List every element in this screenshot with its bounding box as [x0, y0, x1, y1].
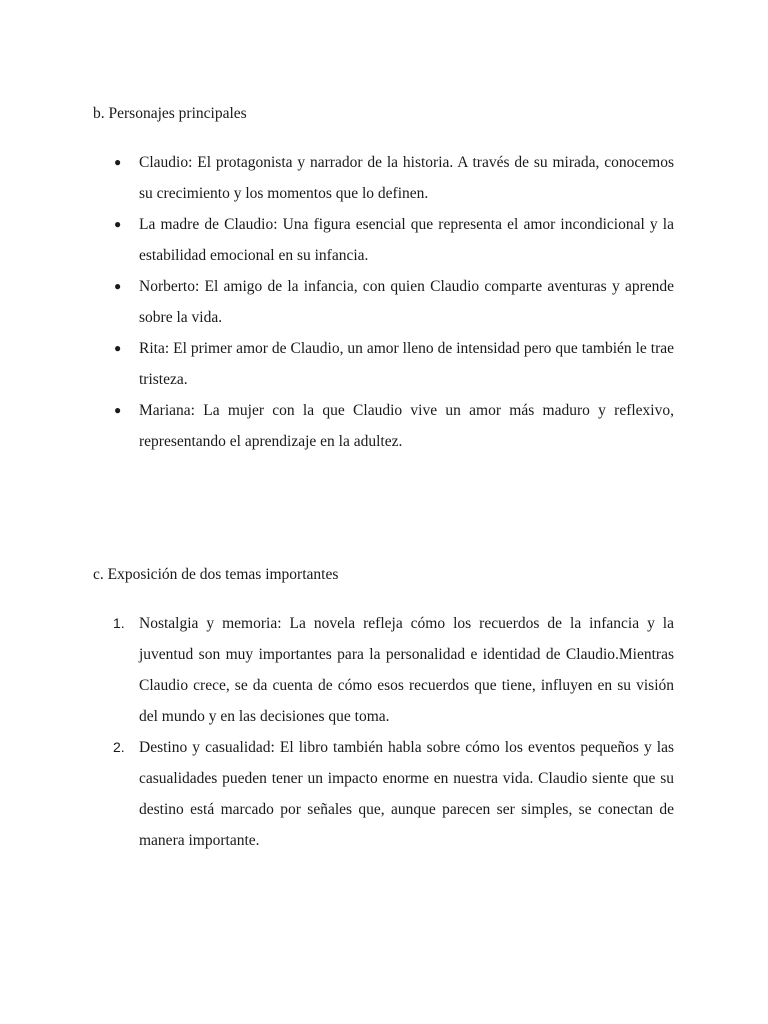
list-item: [0, 147, 768, 209]
section-heading-themes: c. Exposición de dos temas importantes: [93, 566, 339, 583]
list-item-text: Norberto: El amigo de la infancia, con quien Claudio comparte aventuras y aprende sobre la vida.: [139, 278, 674, 326]
list-item-text: La madre de Claudio: Una figura esencial que representa el amor incondicional y la estabilidad emocional en su infancia.: [139, 216, 674, 264]
list-item: [0, 333, 768, 395]
bullet-icon: ●: [114, 155, 122, 169]
bullet-icon: ●: [114, 279, 122, 293]
characters-list: [0, 147, 768, 457]
section-heading-characters: b. Personajes principales: [93, 105, 247, 122]
bullet-icon: ●: [114, 403, 122, 417]
list-item: [0, 395, 768, 457]
list-item-text: Rita: El primer amor de Claudio, un amor lleno de intensidad pero que también le trae tristeza.: [139, 340, 674, 388]
list-item: [0, 732, 768, 856]
list-item: [0, 271, 768, 333]
list-item-text: Nostalgia y memoria: La novela refleja cómo los recuerdos de la infancia y la juventud son muy importantes para la personalidad e identidad de Claudio.Mientras Claudio crece, se da cuenta de cómo esos recuerdos que tiene, influyen en su visión del mundo y en las decisiones que toma.: [139, 615, 674, 725]
themes-list: [0, 608, 768, 856]
list-item-text: Mariana: La mujer con la que Claudio vive un amor más maduro y reflexivo, representando el aprendizaje en la adultez.: [139, 402, 674, 450]
bullet-icon: ●: [114, 217, 122, 231]
list-item-text: Claudio: El protagonista y narrador de la historia. A través de su mirada, conocemos su crecimiento y los momentos que lo definen.: [139, 154, 674, 202]
list-item-text: Destino y casualidad: El libro también habla sobre cómo los eventos pequeños y las casualidades pueden tener un impacto enorme en nuestra vida. Claudio siente que su destino está marcado por señales que, aunque parecen ser simples, se conectan de manera importante.: [139, 739, 674, 849]
list-number: 1.: [113, 615, 125, 631]
bullet-icon: ●: [114, 341, 122, 355]
list-number: 2.: [113, 739, 125, 755]
list-item: [0, 209, 768, 271]
list-item: [0, 608, 768, 732]
